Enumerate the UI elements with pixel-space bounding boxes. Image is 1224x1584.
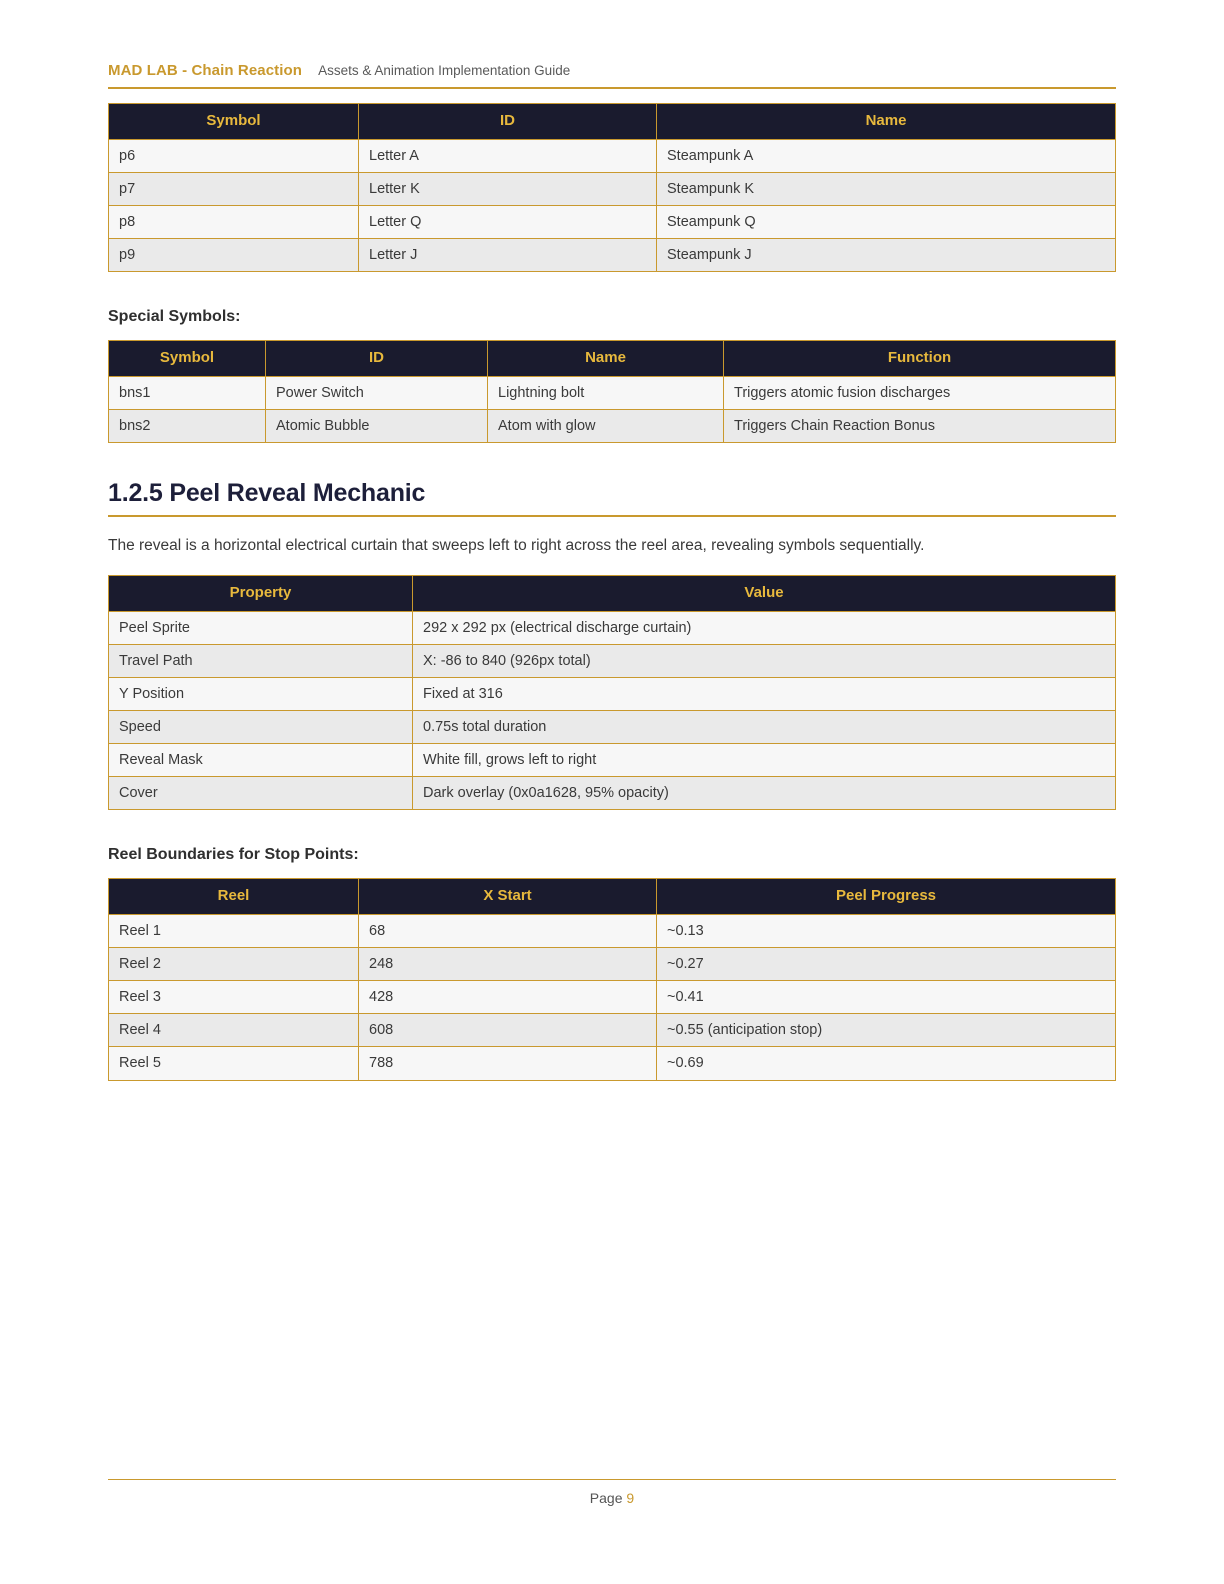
spacer <box>108 326 1116 340</box>
cell-name: Steampunk A <box>657 139 1116 172</box>
spacer <box>108 557 1116 575</box>
cell-x-start: 608 <box>359 1014 657 1047</box>
table-row <box>109 238 1116 271</box>
column-header-id: ID <box>359 104 657 140</box>
table-row <box>109 711 1116 744</box>
document-footer <box>108 1479 1116 1506</box>
table-row <box>109 914 1116 947</box>
table-row <box>109 611 1116 644</box>
cell-property: Cover <box>109 777 413 810</box>
table-row <box>109 205 1116 238</box>
cell-function: Triggers Chain Reaction Bonus <box>724 409 1116 442</box>
cell-reel: Reel 5 <box>109 1047 359 1080</box>
cell-peel-progress: ~0.27 <box>657 948 1116 981</box>
cell-reel: Reel 4 <box>109 1014 359 1047</box>
cell-function: Triggers atomic fusion discharges <box>724 376 1116 409</box>
cell-reel: Reel 2 <box>109 948 359 981</box>
cell-value: 0.75s total duration <box>413 711 1116 744</box>
cell-property: Speed <box>109 711 413 744</box>
cell-name: Steampunk Q <box>657 205 1116 238</box>
cell-id: Letter J <box>359 238 657 271</box>
cell-symbol: p8 <box>109 205 359 238</box>
column-header-id: ID <box>266 341 488 377</box>
cell-name: Lightning bolt <box>488 376 724 409</box>
document-header <box>108 62 1116 89</box>
cell-peel-progress: ~0.55 (anticipation stop) <box>657 1014 1116 1047</box>
cell-symbol: p7 <box>109 172 359 205</box>
reel-boundaries-table <box>108 878 1116 1080</box>
table-row <box>109 948 1116 981</box>
cell-property: Y Position <box>109 677 413 710</box>
cell-value: Dark overlay (0x0a1628, 95% opacity) <box>413 777 1116 810</box>
column-header-symbol: Symbol <box>109 104 359 140</box>
cell-x-start: 68 <box>359 914 657 947</box>
column-header-symbol: Symbol <box>109 341 266 377</box>
table-row <box>109 1014 1116 1047</box>
reel-boundaries-label: Reel Boundaries for Stop Points: <box>108 846 359 864</box>
cell-id: Letter K <box>359 172 657 205</box>
spacer <box>108 810 1116 846</box>
table-row <box>109 744 1116 777</box>
table-row <box>109 644 1116 677</box>
column-header-property: Property <box>109 576 413 612</box>
cell-value: White fill, grows left to right <box>413 744 1116 777</box>
cell-symbol: p9 <box>109 238 359 271</box>
table-row <box>109 1047 1116 1080</box>
cell-name: Steampunk J <box>657 238 1116 271</box>
table-row <box>109 777 1116 810</box>
cell-name: Atom with glow <box>488 409 724 442</box>
special-symbols-table <box>108 340 1116 443</box>
table-header-row <box>109 576 1116 612</box>
cell-property: Travel Path <box>109 644 413 677</box>
cell-id: Letter A <box>359 139 657 172</box>
table-row <box>109 981 1116 1014</box>
cell-id: Power Switch <box>266 376 488 409</box>
column-header-function: Function <box>724 341 1116 377</box>
cell-x-start: 428 <box>359 981 657 1014</box>
table-header-row <box>109 104 1116 140</box>
footer-page-label: Page <box>589 1490 623 1506</box>
column-header-peel-progress: Peel Progress <box>657 879 1116 915</box>
footer-page-number: 9 <box>626 1490 635 1506</box>
cell-symbol: bns2 <box>109 409 266 442</box>
table-header-row <box>109 879 1116 915</box>
cell-peel-progress: ~0.13 <box>657 914 1116 947</box>
column-header-x-start: X Start <box>359 879 657 915</box>
cell-id: Atomic Bubble <box>266 409 488 442</box>
table-row <box>109 139 1116 172</box>
cell-peel-progress: ~0.69 <box>657 1047 1116 1080</box>
cell-id: Letter Q <box>359 205 657 238</box>
spacer <box>108 272 1116 308</box>
cell-value: Fixed at 316 <box>413 677 1116 710</box>
cell-reel: Reel 3 <box>109 981 359 1014</box>
table-row <box>109 409 1116 442</box>
document-brand-title: MAD LAB - Chain Reaction <box>108 62 303 79</box>
column-header-name: Name <box>488 341 724 377</box>
section-heading-peel-reveal: 1.2.5 Peel Reveal Mechanic <box>108 479 1116 517</box>
column-header-name: Name <box>657 104 1116 140</box>
cell-peel-progress: ~0.41 <box>657 981 1116 1014</box>
table-row <box>109 376 1116 409</box>
document-subtitle: Assets & Animation Implementation Guide <box>318 63 571 78</box>
spacer <box>108 517 1116 535</box>
column-header-reel: Reel <box>109 879 359 915</box>
column-header-value: Value <box>413 576 1116 612</box>
cell-symbol: p6 <box>109 139 359 172</box>
symbol-table <box>108 103 1116 272</box>
peel-reveal-description: The reveal is a horizontal electrical curtain that sweeps left to right across the reel area, revealing symbols sequentially. <box>108 536 925 554</box>
cell-reel: Reel 1 <box>109 914 359 947</box>
cell-value: 292 x 292 px (electrical discharge curtain) <box>413 611 1116 644</box>
cell-x-start: 248 <box>359 948 657 981</box>
spacer <box>108 864 1116 878</box>
cell-property: Peel Sprite <box>109 611 413 644</box>
cell-symbol: bns1 <box>109 376 266 409</box>
peel-properties-table <box>108 575 1116 810</box>
cell-x-start: 788 <box>359 1047 657 1080</box>
cell-name: Steampunk K <box>657 172 1116 205</box>
spacer <box>108 443 1116 479</box>
table-row <box>109 677 1116 710</box>
table-row <box>109 172 1116 205</box>
table-header-row <box>109 341 1116 377</box>
cell-property: Reveal Mask <box>109 744 413 777</box>
special-symbols-label: Special Symbols: <box>108 308 241 325</box>
cell-value: X: -86 to 840 (926px total) <box>413 644 1116 677</box>
